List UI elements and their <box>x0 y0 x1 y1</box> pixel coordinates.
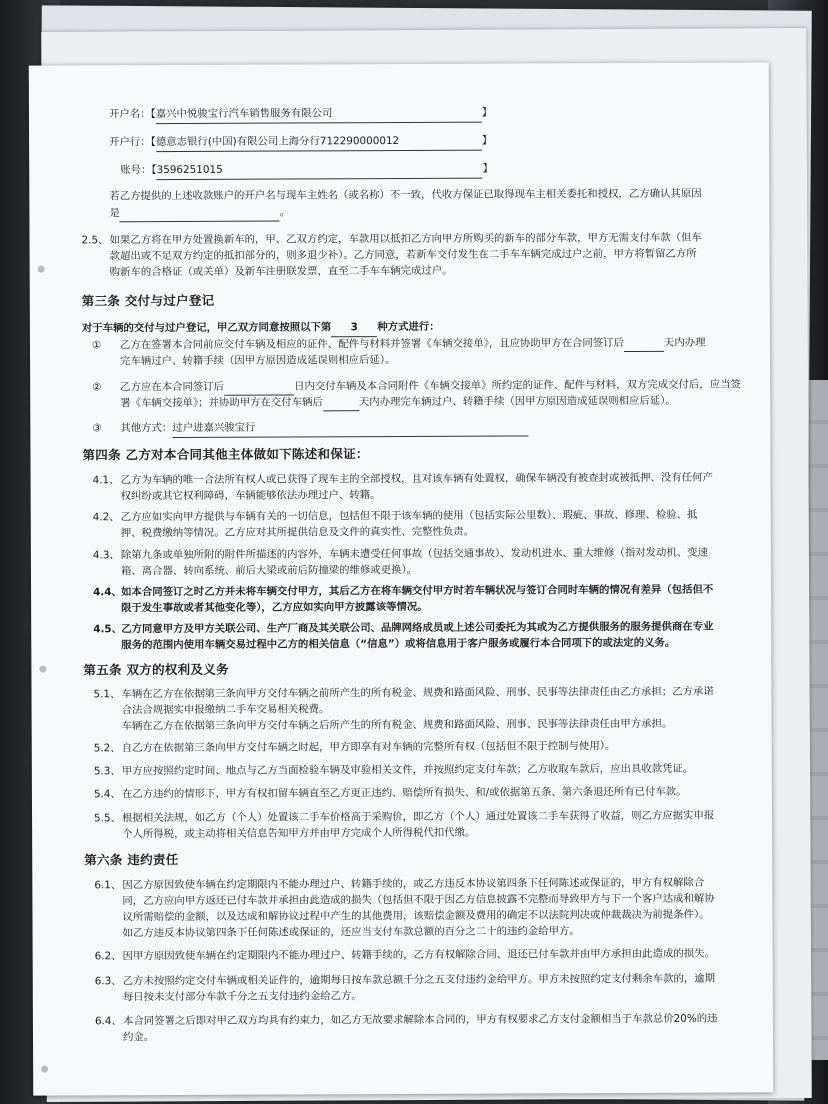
punch-hole <box>41 1066 48 1073</box>
clause-4-2-line2: 押、税费缴纳等情况。乙方应对其所提供信息及文件的真实性、完整性负责。 <box>120 525 475 540</box>
clause-number: 4.1、 <box>92 474 120 487</box>
clause-6-3-line1 <box>95 972 715 990</box>
section-3-option-3 <box>92 419 528 437</box>
clause-text: 本合同签署之后即对甲乙双方均具有约束力，如乙方无故要求解除本合同的，甲方有权要求乙方支付金额相当于车款总价20%的违 <box>122 1012 718 1028</box>
clause-number: 6.3、 <box>94 975 122 988</box>
intro-choice-value: 3 <box>331 320 377 337</box>
account-note-line1: 若乙方提供的上述收款账户的开户名与现车主姓名（或名称）不一致，代收方保证已取得现车主相关委托和授权，乙方确认其原因 <box>109 187 702 203</box>
clause-4-4-line1 <box>93 583 713 601</box>
clause-6-1-line2: 同，乙方应向甲方返还已付车款并承担由此造成的损失（包括但不限于因乙方信息披露不完整而导致甲方与下一个客户达成和解协 <box>122 892 715 908</box>
clause-number: 4.2、 <box>92 511 120 524</box>
clause-number: 4.4、 <box>93 586 122 599</box>
clause-number: 4.3、 <box>92 549 120 562</box>
clause-2-5-line2: 款超出或不足双方约定的抵扣部分的，则多退少补）。乙方同意，若新车交付发生在二手车车辆完成过户之前，甲方将暂留乙方所 <box>109 247 697 263</box>
days-blank <box>323 397 359 411</box>
clause-text: 因甲方原因致使车辆在约定期限内不能办理过户、转籍手续的，乙方有权解除合同、退还已付车款并由甲方承担由此造成的损失。 <box>122 947 715 963</box>
clause-text: 如果乙方将在甲方处置换新车的，甲、乙双方约定，车款用以抵扣乙方向甲方所购买的新车的部分车款，甲方无需支付车款（但车 <box>109 231 702 247</box>
clause-text: 乙方为车辆的唯一合法所有权人或已获得了现车主的全部授权，且对该车辆有处置权，确保车辆没有被查封或被抵押、没有任何产 <box>120 471 713 487</box>
clause-5-5-line2: 个人所得税，或主动将相关信息告知甲方并由甲方完成个人所得税代扣代缴。 <box>122 826 476 841</box>
contract-page <box>29 62 773 1095</box>
clause-number: 6.1、 <box>94 879 122 892</box>
clause-6-4-line1 <box>95 1012 718 1030</box>
option-1-marker: ① <box>91 339 102 352</box>
clause-4-3-line1 <box>93 546 708 564</box>
option-2-text-tail: 日内交付车辆及本合同附件《车辆交接单》所约定的证件、配件与材料，双方完成交付后，应当签 <box>294 378 741 393</box>
clause-6-1-line4: 如乙方违反本协议第四条下任何陈述或保证的，还应当支付车款总额的百分之二十的违约金给甲方。 <box>122 925 580 940</box>
clause-5-1-line3: 车辆在乙方在依据第三条向甲方交付车辆之后所产生的所有税金、规费和路面风险、刑事、民事等法律责任由甲方承担。 <box>121 717 673 733</box>
intro-suffix: 种方式进行： <box>377 320 440 334</box>
punch-holes <box>38 266 50 1086</box>
clause-4-1-line1 <box>93 471 713 489</box>
clause-number: 5.3、 <box>93 765 121 778</box>
clause-text: 除第九条或单独所附的附件所描述的内容外，车辆未遭受任何事故（包括交通事故）、发动机进水、重大维修（指对发动机、变速 <box>120 546 708 562</box>
clause-text: 乙方未按照约定交付车辆或相关证件的，逾期每日按车款总额千分之五支付违约金给甲方。甲方未按照约定支付剩余车款的，逾期 <box>122 972 716 988</box>
option-3-label: 其他方式： <box>120 421 173 435</box>
clause-6-4-line2: 约金。 <box>122 1031 155 1044</box>
section-3-option-1-line1 <box>92 336 706 354</box>
clause-number: 2.5、 <box>81 234 109 247</box>
clause-number: 4.5、 <box>93 623 123 636</box>
clause-4-1-line2: 权纠纷或其它权利障碍，车辆能够依法办理过户、转籍。 <box>120 489 381 503</box>
clause-6-3-line2: 每日按未支付部分车款千分之五支付违约金给乙方。 <box>122 990 362 1004</box>
clause-6-1-line3: 议所需赔偿的金额，以及达成和解协议过程中产生的其他费用，该赔偿金额及费用的确定不以法院判决或仲裁裁决为前提条件）。 <box>122 908 710 924</box>
section-3-intro <box>82 320 440 338</box>
clause-5-2 <box>94 739 616 757</box>
account-bank-label: 开户行： <box>109 136 151 149</box>
clause-4-3-line2: 箱、离合器、转向系统、前后大梁或前后防撞梁的维修或更换）。 <box>120 563 418 578</box>
clause-number: 5.4、 <box>93 788 121 801</box>
clause-number: 6.4、 <box>94 1015 122 1028</box>
intro-prefix: 对于车辆的交付与过户登记，甲乙双方同意按照以下第 <box>81 321 332 335</box>
clause-6-2 <box>95 947 715 965</box>
option-3-marker: ③ <box>92 422 102 435</box>
option-2-line2-text: 署《车辆交接单》；并协助甲方在交付车辆后 <box>120 396 323 410</box>
bracket-open: 【 <box>150 136 156 149</box>
account-bank-row <box>109 134 492 152</box>
bracket-close: 】 <box>482 162 494 175</box>
clause-text: 车辆在乙方在依据第三条向甲方交付车辆之前所产生的所有税金、规费和路面风险、刑事、民事等法律责任由乙方承担；乙方承诺 <box>121 685 714 701</box>
clause-number: 5.5、 <box>94 812 121 825</box>
clause-number: 5.1、 <box>93 688 121 701</box>
clause-5-1-line1 <box>93 685 713 703</box>
account-bank-value: 德意志银行(中国)有限公司上海分行712290000012 <box>156 134 482 152</box>
section-5-title: 第五条 双方的权利及义务 <box>83 661 229 678</box>
account-number-label: 账号： <box>120 164 152 177</box>
clause-number: 5.2、 <box>93 742 121 755</box>
clause-4-4-line2: 限于发生事故或者其他变化等），乙方应如实向甲方披露该等情况。 <box>121 600 428 615</box>
account-number-row <box>120 162 493 180</box>
clause-5-5-line1 <box>94 809 714 827</box>
bracket-open: 【 <box>151 164 157 177</box>
clause-number: 6.2、 <box>94 950 122 963</box>
account-name-label: 开户名： <box>108 108 151 121</box>
section-3-title: 第三条 交付与过户登记 <box>81 292 215 309</box>
days-blank <box>624 337 664 351</box>
option-1-text-tail: 天内办理 <box>663 336 706 349</box>
days-blank <box>224 381 294 395</box>
account-name-value: 嘉兴中悦骏宝行汽车销售服务有限公司 <box>156 106 482 124</box>
note-prefix: 是 <box>109 207 120 220</box>
option-3-value: 过户进嘉兴骏宝行 <box>172 419 528 437</box>
section-3-option-1-line2: 完车辆过户、转籍手续（因甲方原因造成延误则相应后延）。 <box>120 354 396 368</box>
option-1-text: 乙方在签署本合同前应交付车辆及相应的证件、配件与材料并签署《车辆交接单》，且应协助甲方在合同签订后 <box>119 337 624 352</box>
clause-4-2-line1 <box>93 508 698 526</box>
note-suffix: 。 <box>279 206 291 219</box>
clause-text: 乙方应如实向甲方提供与车辆有关的一切信息，包括但不限于该车辆的使用（包括实际公里数）、瑕疵、事故、修理、检验、抵 <box>120 508 698 524</box>
clause-text: 在乙方违约的情形下，甲方有权扣留车辆直至乙方更正违约、赔偿所有损失、和/或依据第五条、第六条退还所有已付车款。 <box>121 785 687 801</box>
clause-text: 自乙方在依据第三条向甲方交付车辆之时起，甲方即享有对车辆的完整所有权（包括但不限于控制与使用）。 <box>121 740 616 755</box>
option-2-line2-tail: 天内办理完车辆过户、转籍手续（因甲方原因造成延误则相应后延）。 <box>358 394 676 409</box>
clause-4-5-line2: 服务的范围内使用车辆交易过程中乙方的相关信息（“信息”）或将信息用于客户服务或履行本合同项下的或法定的义务。 <box>121 636 676 652</box>
section-4-title: 第四条 乙方对本合同其他主体做如下陈述和保证： <box>82 446 369 463</box>
bracket-close: 】 <box>481 106 493 119</box>
clause-text: 根据相关法规，如乙方（个人）处置该二手车价格高于采购价，即乙方（个人）通过处置该二手车获得了收益，则乙方应据实申报 <box>122 809 715 825</box>
clause-5-4 <box>94 785 687 803</box>
punch-hole <box>38 266 45 273</box>
option-2-text: 乙方应在本合同签订后 <box>120 380 225 394</box>
clause-2-5-line3: 购新车的合格证（或关单）及新车注册联发票，直至二手车车辆完成过户。 <box>109 264 453 279</box>
reason-blank <box>120 207 280 222</box>
account-number-value: 3596251015 <box>157 162 483 180</box>
clause-text: 乙方同意甲方及甲方关联公司、生产厂商及其关联公司、品牌网络成员或上述公司委托为其或为乙方提供服务的服务提供商在专业 <box>121 620 714 636</box>
section-6-title: 第六条 违约责任 <box>84 851 179 868</box>
bracket-close: 】 <box>481 134 493 147</box>
option-2-marker: ② <box>92 381 102 394</box>
account-note-line2 <box>109 205 290 221</box>
clause-text: 因乙方原因致使车辆在约定期限内不能办理过户、转籍手续的，或乙方违反本协议第四条下任何陈述或保证的，甲方有权解除合 <box>122 876 705 892</box>
clause-5-1-line2: 合法合规据实申报缴纳二手车交易相关税费。 <box>121 703 330 717</box>
clause-5-3 <box>94 762 694 780</box>
bracket-open: 【 <box>150 108 156 121</box>
account-name-row <box>109 106 492 124</box>
punch-hole <box>39 666 46 673</box>
clause-text: 如本合同签订之时乙方并未将车辆交付甲方，其后乙方在将车辆交付甲方时若车辆状况与签订合同时车辆的情况有差异（包括但不 <box>121 583 714 599</box>
section-3-option-2-line2 <box>120 394 676 412</box>
clause-text: 甲方应按照约定时间、地点与乙方当面检验车辆及审验相关文件，并按照约定支付车款；乙方收取车款后，应出具收款凭证。 <box>121 762 694 778</box>
